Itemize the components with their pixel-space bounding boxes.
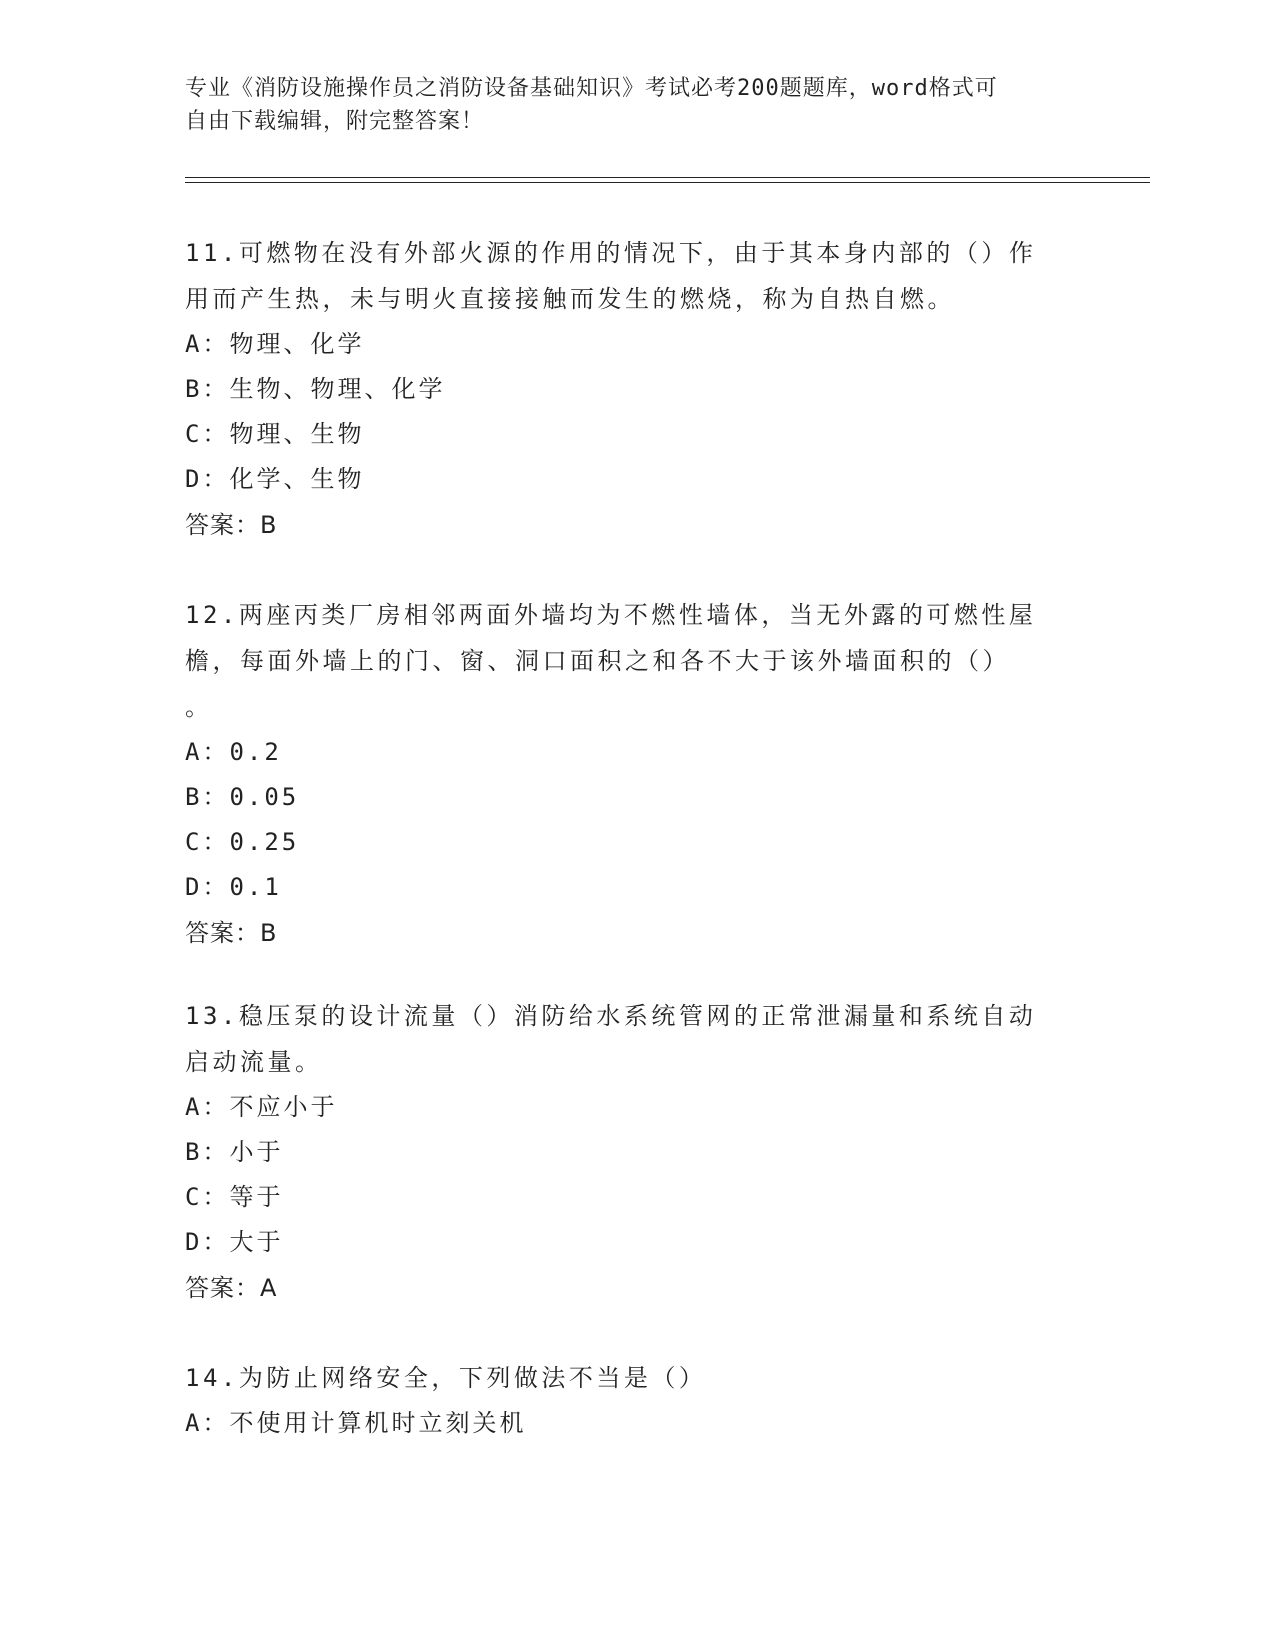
question-text: 启动流量。 <box>185 1048 323 1076</box>
question-12 <box>185 592 1090 956</box>
question-text: 11.可燃物在没有外部火源的作用的情况下，由于其本身内部的（）作 <box>185 239 1037 267</box>
question-text: 。 <box>185 693 213 721</box>
option-d: D：0.1 <box>185 873 282 901</box>
header-divider-bottom <box>185 182 1150 183</box>
header-line-1: 专业《消防设施操作员之消防设备基础知识》考试必考200题题库，word格式可 <box>185 76 998 101</box>
question-14 <box>185 1355 1090 1446</box>
question-11 <box>185 230 1090 548</box>
option-b: B：0.05 <box>185 783 300 811</box>
option-c: C：0.25 <box>185 828 300 856</box>
option-d: D：大于 <box>185 1228 284 1256</box>
option-b: B：生物、物理、化学 <box>185 375 446 403</box>
option-c: C：物理、生物 <box>185 420 365 448</box>
option-c: C：等于 <box>185 1183 284 1211</box>
question-text: 用而产生热，未与明火直接接触而发生的燃烧，称为自热自燃。 <box>185 285 955 313</box>
option-a: A：0.2 <box>185 738 282 766</box>
option-d: D：化学、生物 <box>185 465 365 493</box>
question-13 <box>185 993 1090 1311</box>
header-line-2: 自由下载编辑，附完整答案！ <box>185 109 485 134</box>
question-text: 13.稳压泵的设计流量（）消防给水系统管网的正常泄漏量和系统自动 <box>185 1002 1037 1030</box>
question-text: 12.两座丙类厂房相邻两面外墙均为不燃性墙体，当无外露的可燃性屋 <box>185 601 1037 629</box>
answer: 答案：A <box>185 1274 278 1302</box>
document-header <box>185 72 1085 138</box>
answer: 答案：B <box>185 511 278 539</box>
header-divider-top <box>185 177 1150 178</box>
question-text: 14.为防止网络安全，下列做法不当是（） <box>185 1364 707 1392</box>
option-b: B：小于 <box>185 1138 284 1166</box>
option-a: A：不使用计算机时立刻关机 <box>185 1409 527 1437</box>
question-text: 檐，每面外墙上的门、窗、洞口面积之和各不大于该外墙面积的（） <box>185 647 1010 675</box>
option-a: A：不应小于 <box>185 1093 338 1121</box>
option-a: A：物理、化学 <box>185 330 365 358</box>
answer: 答案：B <box>185 919 278 947</box>
